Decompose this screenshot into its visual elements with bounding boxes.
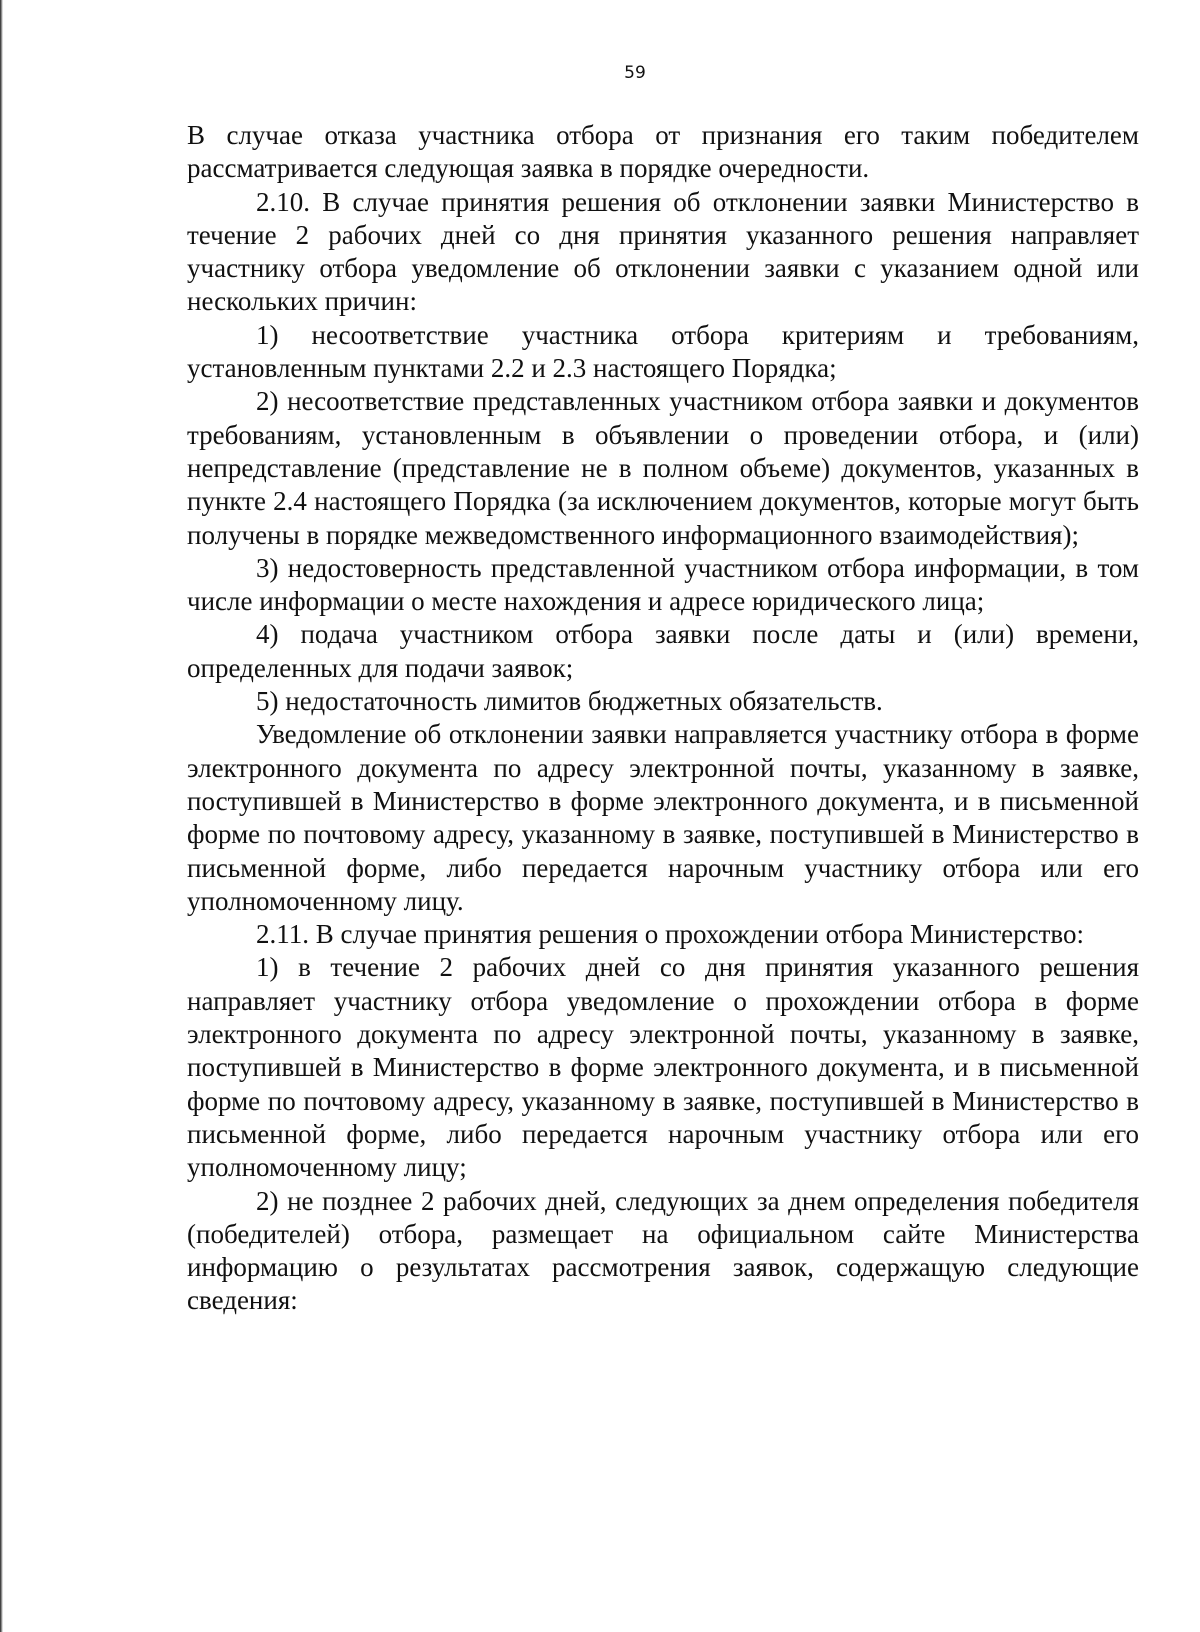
list-item-2: 2) несоответствие представленных участником отбора заявки и документов требованиям, установленным в объявлении о проведении отбора, и (или) непредставление (представление не в полном объеме) документов, указанных в пункте 2.4 настоящего Порядка (за исключением документов, которые могут быть получены в порядке межведомственного информационного взаимодействия); xyxy=(187,386,1139,550)
list-item-2-11-1: 1) в течение 2 рабочих дней со дня принятия указанного решения направляет участнику отбора уведомление о прохождении отбора в форме электронного документа по адресу электронной почты, указанному в заявке, поступившей в Министерство в форме электронного документа, и в письменной форме по почтовому адресу, указанному в заявке, поступившей в Министерство в письменной форме, либо передается нарочным участнику отбора или его уполномоченному лицу; xyxy=(187,952,1139,1183)
notification-paragraph: Уведомление об отклонении заявки направляется участнику отбора в форме электронного документа по адресу электронной почты, указанному в заявке, поступившей в Министерство в форме электронного документа, и в письменной форме по почтовому адресу, указанному в заявке, поступившей в Министерство в письменной форме, либо передается нарочным участнику отбора или его уполномоченному лицу. xyxy=(187,719,1139,916)
list-item-2-11-2: 2) не позднее 2 рабочих дней, следующих за днем определения победителя (победителей) отбора, размещает на официальном сайте Министерства информацию о результатах рассмотрения заявок, содержащую следующие сведения: xyxy=(187,1185,1139,1316)
document-body xyxy=(187,119,1139,1318)
list-item-1: 1) несоответствие участника отбора критериям и требованиям, установленным пунктами 2.2 и 2.3 настоящего Порядка; xyxy=(187,319,1139,384)
list-item-5: 5) недостаточность лимитов бюджетных обязательств. xyxy=(256,686,883,717)
scan-edge xyxy=(0,0,3,1632)
paragraph-2-10: 2.10. В случае принятия решения об отклонении заявки Министерство в течение 2 рабочих дней со дня принятия указанного решения направляет участнику отбора уведомление об отклонении заявки с указанием одной или нескольких причин: xyxy=(187,186,1139,317)
list-item-4: 4) подача участником отбора заявки после даты и (или) времени, определенных для подачи заявок; xyxy=(187,619,1139,683)
page-number: 59 xyxy=(624,63,646,83)
list-item-3: 3) недостоверность представленной участником отбора информации, в том числе информации о месте нахождения и адресе юридического лица; xyxy=(187,552,1139,617)
paragraph-1: В случае отказа участника отбора от признания его таким победителем рассматривается следующая заявка в порядке очередности. xyxy=(187,120,1139,184)
paragraph-2-11: 2.11. В случае принятия решения о прохождении отбора Министерство: xyxy=(256,919,1084,950)
